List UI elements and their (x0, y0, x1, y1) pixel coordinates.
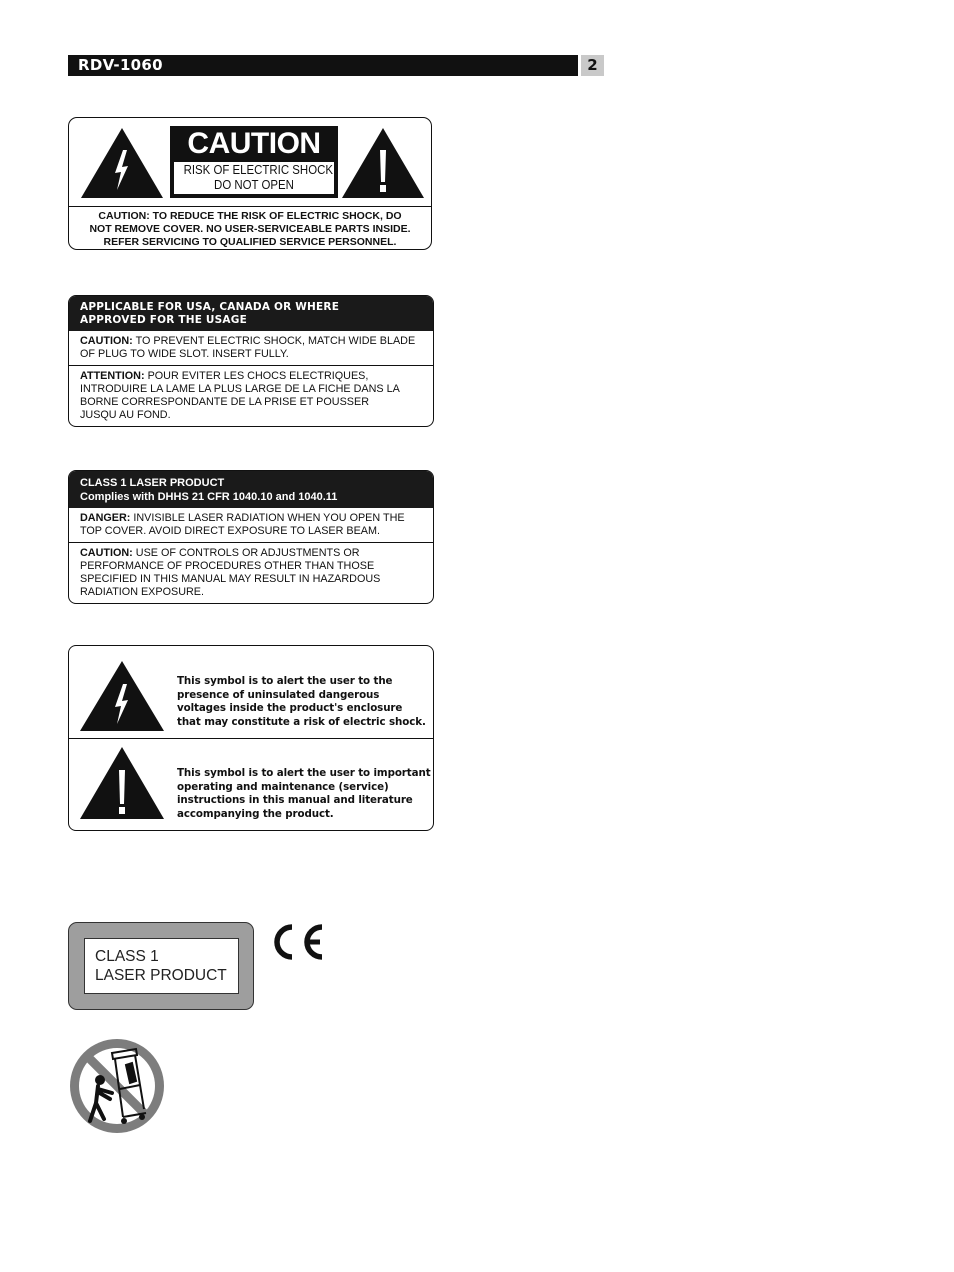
heading-line: Complies with DHHS 21 CFR 1040.10 and 1040.11 (80, 491, 338, 503)
caution-warning-line: REFER SERVICING TO QUALIFIED SERVICE PERSONNEL. (103, 236, 397, 248)
caution-label: CAUTION: (80, 547, 133, 559)
description-line: accompanying the product. (177, 807, 334, 820)
description-line: voltages inside the product's enclosure (177, 702, 403, 714)
header-bar (68, 55, 578, 76)
no-cart-tipping-icon (68, 1037, 166, 1135)
exclamation-triangle-icon (340, 126, 426, 200)
description-line: operating and maintenance (service) (177, 780, 389, 793)
plug-caution-section (69, 331, 433, 365)
laser-notice-heading (69, 471, 433, 508)
description-line: that may constitute a risk of electric shock. (177, 715, 426, 728)
caution-text: USE OF CONTROLS OR ADJUSTMENTS OR PERFORMANCE OF PROCEDURES OTHER THAN THOSE SPECIFIED IN THIS MANUAL MAY RESULT IN HAZARDOUS RADIATION EXPOSURE. (80, 547, 381, 598)
caution-label (68, 117, 432, 250)
caution-label: CAUTION: (80, 335, 133, 347)
caution-label-graphic (69, 118, 431, 207)
symbols-divider (69, 738, 433, 739)
risk-line-1: RISK OF ELECTRIC SHOCK (183, 162, 333, 177)
caution-warning-text (69, 210, 431, 249)
risk-of-shock-panel (174, 162, 334, 194)
page-number: 2 (587, 56, 598, 74)
symbols-explanation-box (68, 645, 434, 831)
heading-line: CLASS 1 LASER PRODUCT (80, 477, 225, 489)
laser-label-line: LASER PRODUCT (95, 967, 227, 984)
caution-title-block (170, 126, 338, 198)
plug-notice-heading (69, 296, 433, 331)
lightning-bolt-triangle-icon (79, 660, 165, 732)
description-line: instructions in this manual and literature (177, 794, 413, 806)
description-line: presence of uninsulated dangerous (177, 688, 380, 701)
class1-laser-label (68, 922, 254, 1010)
plug-notice-box (68, 295, 434, 427)
plug-attention-section (69, 365, 433, 426)
danger-text: INVISIBLE LASER RADIATION WHEN YOU OPEN THE TOP COVER. AVOID DIRECT EXPOSURE TO LASER BEAM. (80, 512, 405, 537)
risk-line-2: DO NOT OPEN (214, 177, 294, 192)
class1-laser-label-inner (84, 938, 239, 994)
attention-symbol-description (177, 767, 431, 821)
lightning-bolt-triangle-icon (79, 126, 165, 200)
model-title: RDV-1060 (78, 56, 163, 74)
description-line: This symbol is to alert the user to the (177, 675, 393, 687)
attention-text: POUR EVITER LES CHOCS ELECTRIQUES, INTRODUIRE LA LAME LA PLUS LARGE DE LA FICHE DANS LA BORNE CORRESPONDANTE DE LA PRISE ET POUSSER JUSQU AU FOND. (80, 370, 400, 421)
caution-title: CAUTION (187, 127, 321, 160)
caution-warning-line: CAUTION: TO REDUCE THE RISK OF ELECTRIC SHOCK, DO (98, 210, 402, 222)
danger-label: DANGER: (80, 512, 131, 524)
laser-caution-section (69, 542, 433, 603)
caution-text: TO PREVENT ELECTRIC SHOCK, MATCH WIDE BLADE OF PLUG TO WIDE SLOT. INSERT FULLY. (80, 335, 416, 360)
description-line: This symbol is to alert the user to important (177, 767, 431, 779)
laser-label-line: CLASS 1 (95, 948, 159, 965)
ce-mark-icon (270, 922, 326, 962)
caution-warning-line: NOT REMOVE COVER. NO USER-SERVICEABLE PARTS INSIDE. (89, 223, 411, 235)
exclamation-triangle-icon (79, 746, 165, 820)
heading-line: APPLICABLE FOR USA, CANADA OR WHERE (80, 301, 340, 313)
shock-symbol-description (177, 675, 426, 729)
page-number-box (581, 55, 604, 76)
heading-line: APPROVED FOR THE USAGE (80, 314, 247, 326)
laser-notice-box (68, 470, 434, 604)
attention-label: ATTENTION: (80, 370, 145, 382)
laser-danger-section (69, 508, 433, 542)
